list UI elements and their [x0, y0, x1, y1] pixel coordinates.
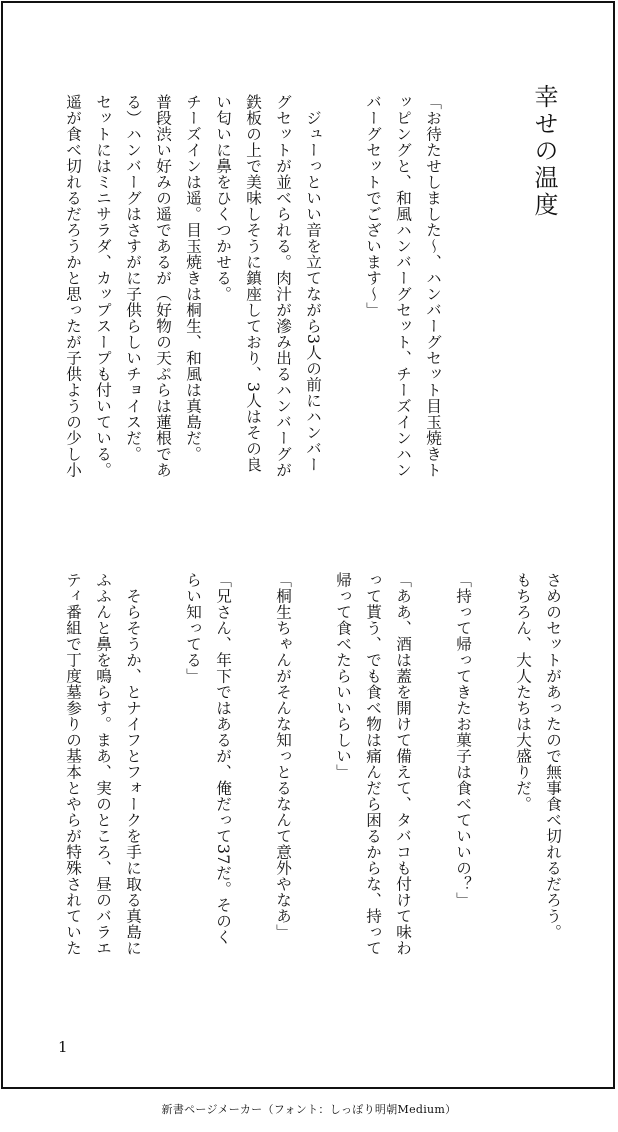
text-column: ティ番組で丁度墓参りの基本とやらが特殊されていた: [64, 572, 82, 956]
text-column: 帰って食べたらいいらしい」: [334, 572, 352, 780]
text-column: ッピングと、和風ハンバーグセット、チーズインハン: [394, 94, 412, 478]
text-column: バーグセットでございます〜」: [364, 94, 382, 318]
text-column: い匂いに鼻をひくつかせる。: [214, 94, 232, 302]
text-column: もちろん、大人たちは大盛りだ。: [514, 572, 532, 812]
text-column: 「お待たせしました〜、ハンバーグセット目玉焼きト: [424, 94, 442, 478]
text-column: 「ああ、酒は蓋を開けて備えて、タバコも付けて味わ: [394, 572, 412, 956]
page-title: 幸せの温度: [530, 84, 558, 219]
text-column: らい知ってる」: [184, 572, 202, 684]
text-column: そらそうか、とナイフとフォークを手に取る真島に: [124, 572, 142, 956]
text-column: ジューっといい音を立てながら3人の前にハンバー: [304, 94, 322, 473]
text-column: セットにはミニサラダ、カップスープも付いている。: [94, 94, 112, 478]
text-column: 「桐生ちゃんがそんな知っとるなんて意外やなあ」: [274, 572, 292, 940]
text-column: さめのセットがあったので無事食べ切れるだろう。: [544, 572, 562, 940]
page-number: 1: [58, 1038, 68, 1056]
text-column: 鉄板の上で美味しそうに鎮座しており、3人はその良: [244, 94, 262, 473]
text-column: 「持って帰ってきたお菓子は食べていいの？」: [454, 572, 472, 908]
text-column: 普段渋い好みの遥であるが（好物の天ぷらは蓮根であ: [154, 94, 172, 478]
text-column: る）ハンバーグはさすがに子供らしいチョイスだ。: [124, 94, 142, 462]
text-column: 遥が食べ切れるだろうかと思ったが子供ようの少し小: [64, 94, 82, 478]
text-column: ふふんと鼻を鳴らす。まあ、実のところ、昼のバラエ: [94, 572, 112, 956]
text-column: 「兄さん、年下ではあるが、俺だって37だ。そのく: [214, 572, 232, 945]
footer-caption: 新書ページメーカー（フォント：しっぽり明朝Medium）: [161, 1103, 457, 1116]
text-column: って貰う、でも食べ物は痛んだら困るからな、持って: [364, 572, 382, 956]
text-column: チーズインは遥。目玉焼きは桐生、和風は真島だ。: [184, 94, 202, 462]
text-column: グセットが並べられる。肉汁が滲み出るハンバーグが: [274, 94, 292, 478]
